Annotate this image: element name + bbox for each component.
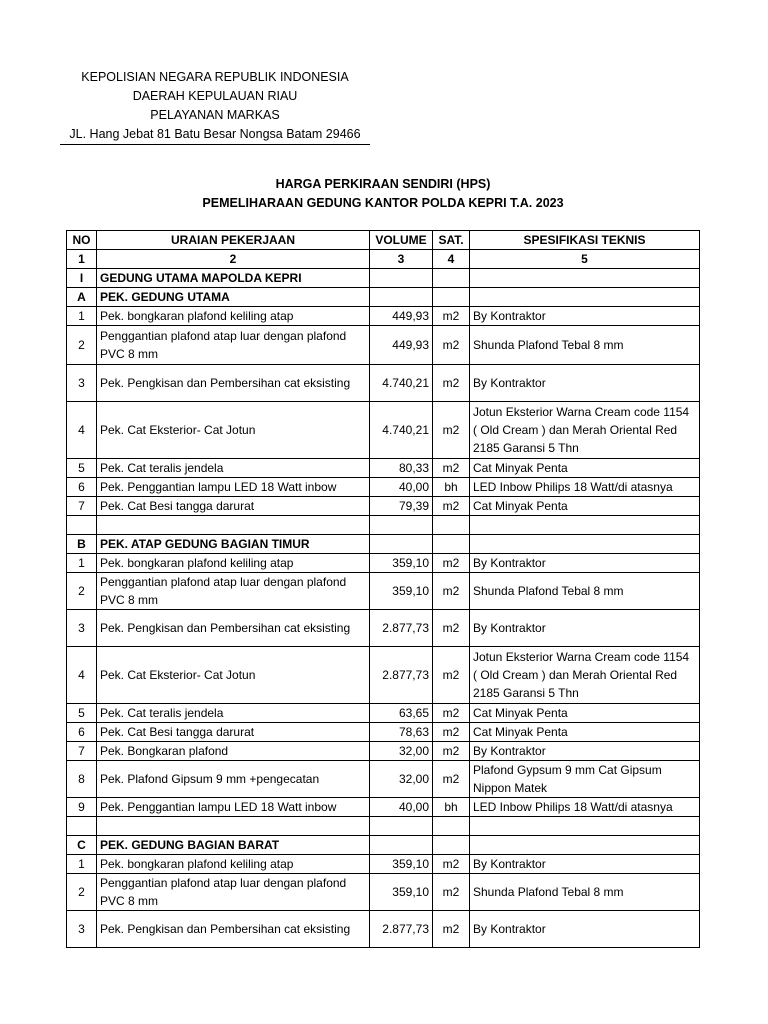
cell-spek: Cat Minyak Penta xyxy=(470,459,700,478)
cell-uraian: Pek. bongkaran plafond keliling atap xyxy=(97,554,370,573)
table-row xyxy=(67,855,700,874)
col-header-spek: SPESIFIKASI TEKNIS xyxy=(470,231,700,250)
spacer-row xyxy=(67,817,700,836)
section-row xyxy=(67,836,700,855)
spacer-row xyxy=(67,516,700,535)
cell-uraian: Pek. Cat Besi tangga darurat xyxy=(97,723,370,742)
cell-uraian: Penggantian plafond atap luar dengan plafond PVC 8 mm xyxy=(97,573,370,610)
cell-sat: m2 xyxy=(433,402,470,459)
cell-no: 5 xyxy=(67,704,97,723)
cell-sat: m2 xyxy=(433,326,470,365)
cell-volume: 63,65 xyxy=(370,704,433,723)
cell-no: 2 xyxy=(67,573,97,610)
cell-spek xyxy=(470,269,700,288)
cell-uraian: Pek. bongkaran plafond keliling atap xyxy=(97,855,370,874)
cell-uraian: Pek. Pengkisan dan Pembersihan cat eksisting xyxy=(97,610,370,647)
col-header-volume: VOLUME xyxy=(370,231,433,250)
cell-sat xyxy=(433,269,470,288)
cell-volume: 2.877,73 xyxy=(370,647,433,704)
title-line-2: PEMELIHARAAN GEDUNG KANTOR POLDA KEPRI T.A. 2023 xyxy=(202,196,564,210)
cell-spek: By Kontraktor xyxy=(470,554,700,573)
cell-sat: m2 xyxy=(433,855,470,874)
cell-spek: By Kontraktor xyxy=(470,365,700,402)
cell-uraian: Penggantian plafond atap luar dengan plafond PVC 8 mm xyxy=(97,874,370,911)
cell-no: 5 xyxy=(67,459,97,478)
letterhead-address: JL. Hang Jebat 81 Batu Besar Nongsa Batam 29466 xyxy=(60,125,370,145)
cell-volume: 40,00 xyxy=(370,798,433,817)
cell-sat xyxy=(433,535,470,554)
cell-spek xyxy=(470,535,700,554)
cell-no: C xyxy=(67,836,97,855)
table-header-row xyxy=(67,231,700,250)
cell-no: 4 xyxy=(67,402,97,459)
cell-spek: Cat Minyak Penta xyxy=(470,497,700,516)
cell-uraian: Pek. bongkaran plafond keliling atap xyxy=(97,307,370,326)
cell-volume xyxy=(370,269,433,288)
cell-volume: 79,39 xyxy=(370,497,433,516)
col-number-5: 5 xyxy=(470,250,700,269)
cell-volume: 80,33 xyxy=(370,459,433,478)
cell-no: A xyxy=(67,288,97,307)
cell-uraian: Pek. Cat Besi tangga darurat xyxy=(97,497,370,516)
table-row xyxy=(67,723,700,742)
col-number-2: 2 xyxy=(97,250,370,269)
cell-spek: Cat Minyak Penta xyxy=(470,704,700,723)
cell-sat xyxy=(433,516,470,535)
table-row xyxy=(67,874,700,911)
cell-spek: Cat Minyak Penta xyxy=(470,723,700,742)
cell-volume xyxy=(370,817,433,836)
table-row xyxy=(67,459,700,478)
cell-sat: m2 xyxy=(433,554,470,573)
table-row xyxy=(67,798,700,817)
cell-spek xyxy=(470,288,700,307)
cell-volume: 32,00 xyxy=(370,742,433,761)
section-row xyxy=(67,288,700,307)
cell-spek: By Kontraktor xyxy=(470,911,700,948)
table-row xyxy=(67,911,700,948)
cell-no: 1 xyxy=(67,554,97,573)
cell-uraian: Pek. Pengkisan dan Pembersihan cat eksisting xyxy=(97,365,370,402)
cell-no: B xyxy=(67,535,97,554)
table-row xyxy=(67,742,700,761)
table-row xyxy=(67,307,700,326)
cell-volume: 4.740,21 xyxy=(370,402,433,459)
cell-volume xyxy=(370,516,433,535)
table-row xyxy=(67,704,700,723)
cell-uraian: Pek. Cat Eksterior- Cat Jotun xyxy=(97,647,370,704)
cell-spek xyxy=(470,836,700,855)
cell-sat: m2 xyxy=(433,742,470,761)
cell-spek: LED Inbow Philips 18 Watt/di atasnya xyxy=(470,478,700,497)
col-number-1: 1 xyxy=(67,250,97,269)
letterhead-institution: KEPOLISIAN NEGARA REPUBLIK INDONESIA xyxy=(81,70,349,84)
cell-volume: 78,63 xyxy=(370,723,433,742)
cell-uraian: Pek. Penggantian lampu LED 18 Watt inbow xyxy=(97,478,370,497)
col-header-no: NO xyxy=(67,231,97,250)
cell-volume: 4.740,21 xyxy=(370,365,433,402)
cell-sat: bh xyxy=(433,478,470,497)
cell-sat xyxy=(433,288,470,307)
cell-volume: 359,10 xyxy=(370,554,433,573)
cell-uraian: PEK. GEDUNG UTAMA xyxy=(97,288,370,307)
cell-volume xyxy=(370,288,433,307)
cell-sat: m2 xyxy=(433,704,470,723)
cell-uraian: PEK. ATAP GEDUNG BAGIAN TIMUR xyxy=(97,535,370,554)
cell-volume: 2.877,73 xyxy=(370,610,433,647)
section-row xyxy=(67,535,700,554)
cell-sat: m2 xyxy=(433,307,470,326)
cell-no: I xyxy=(67,269,97,288)
cell-no: 2 xyxy=(67,874,97,911)
table-row xyxy=(67,497,700,516)
cell-spek xyxy=(470,516,700,535)
cell-sat: m2 xyxy=(433,874,470,911)
cell-no: 9 xyxy=(67,798,97,817)
cell-volume xyxy=(370,836,433,855)
cell-spek: Jotun Eksterior Warna Cream code 1154 ( Old Cream ) dan Merah Oriental Red 2185 Garansi 5 Thn xyxy=(470,647,700,704)
cell-no: 8 xyxy=(67,761,97,798)
cell-no: 1 xyxy=(67,855,97,874)
table-row xyxy=(67,365,700,402)
cell-spek: Jotun Eksterior Warna Cream code 1154 ( Old Cream ) dan Merah Oriental Red 2185 Garansi 5 Thn xyxy=(470,402,700,459)
cell-volume: 359,10 xyxy=(370,874,433,911)
cell-sat: m2 xyxy=(433,365,470,402)
cell-spek: By Kontraktor xyxy=(470,855,700,874)
table-row xyxy=(67,326,700,365)
cell-no: 1 xyxy=(67,307,97,326)
cell-no: 6 xyxy=(67,478,97,497)
col-number-4: 4 xyxy=(433,250,470,269)
letterhead xyxy=(60,68,370,145)
cell-sat xyxy=(433,817,470,836)
col-header-uraian: URAIAN PEKERJAAN xyxy=(97,231,370,250)
cell-sat: m2 xyxy=(433,723,470,742)
cell-uraian: Pek. Cat Eksterior- Cat Jotun xyxy=(97,402,370,459)
cell-spek: Shunda Plafond Tebal 8 mm xyxy=(470,874,700,911)
table-row xyxy=(67,573,700,610)
cell-uraian: Pek. Plafond Gipsum 9 mm +pengecatan xyxy=(97,761,370,798)
cell-no: 3 xyxy=(67,610,97,647)
cell-uraian: Pek. Pengkisan dan Pembersihan cat eksisting xyxy=(97,911,370,948)
cell-uraian: PEK. GEDUNG BAGIAN BARAT xyxy=(97,836,370,855)
cell-no: 2 xyxy=(67,326,97,365)
cell-sat: m2 xyxy=(433,497,470,516)
letterhead-unit: PELAYANAN MARKAS xyxy=(150,108,280,122)
cell-spek: By Kontraktor xyxy=(470,307,700,326)
column-number-row xyxy=(67,250,700,269)
table-row xyxy=(67,610,700,647)
cell-sat: m2 xyxy=(433,647,470,704)
cell-uraian: Pek. Cat teralis jendela xyxy=(97,704,370,723)
table-row xyxy=(67,478,700,497)
cell-spek: By Kontraktor xyxy=(470,610,700,647)
cell-no: 3 xyxy=(67,365,97,402)
section-row xyxy=(67,269,700,288)
cell-volume: 449,93 xyxy=(370,307,433,326)
document-title xyxy=(60,175,706,213)
cell-no: 7 xyxy=(67,497,97,516)
cell-spek: Shunda Plafond Tebal 8 mm xyxy=(470,326,700,365)
cell-volume: 359,10 xyxy=(370,573,433,610)
cell-sat: m2 xyxy=(433,610,470,647)
table-row xyxy=(67,402,700,459)
cell-no: 3 xyxy=(67,911,97,948)
cell-uraian: Pek. Penggantian lampu LED 18 Watt inbow xyxy=(97,798,370,817)
cell-no xyxy=(67,516,97,535)
cell-sat: bh xyxy=(433,798,470,817)
cell-no xyxy=(67,817,97,836)
letterhead-region: DAERAH KEPULAUAN RIAU xyxy=(132,89,298,103)
cell-uraian xyxy=(97,817,370,836)
cell-volume: 359,10 xyxy=(370,855,433,874)
cell-uraian xyxy=(97,516,370,535)
cell-no: 7 xyxy=(67,742,97,761)
cell-spek: Shunda Plafond Tebal 8 mm xyxy=(470,573,700,610)
cell-sat: m2 xyxy=(433,459,470,478)
title-line-1: HARGA PERKIRAAN SENDIRI (HPS) xyxy=(275,177,491,191)
cell-uraian: Pek. Cat teralis jendela xyxy=(97,459,370,478)
cell-no: 4 xyxy=(67,647,97,704)
cell-volume: 40,00 xyxy=(370,478,433,497)
cell-sat: m2 xyxy=(433,911,470,948)
table-row xyxy=(67,554,700,573)
cell-uraian: GEDUNG UTAMA MAPOLDA KEPRI xyxy=(97,269,370,288)
cell-spek: LED Inbow Philips 18 Watt/di atasnya xyxy=(470,798,700,817)
cell-sat xyxy=(433,836,470,855)
cell-spek xyxy=(470,817,700,836)
cell-no: 6 xyxy=(67,723,97,742)
col-header-sat: SAT. xyxy=(433,231,470,250)
cell-sat: m2 xyxy=(433,573,470,610)
cell-volume: 449,93 xyxy=(370,326,433,365)
cell-volume: 2.877,73 xyxy=(370,911,433,948)
cell-uraian: Pek. Bongkaran plafond xyxy=(97,742,370,761)
table-row xyxy=(67,761,700,798)
cell-sat: m2 xyxy=(433,761,470,798)
cell-uraian: Penggantian plafond atap luar dengan plafond PVC 8 mm xyxy=(97,326,370,365)
table-row xyxy=(67,647,700,704)
cell-volume: 32,00 xyxy=(370,761,433,798)
hps-table xyxy=(66,230,700,948)
col-number-3: 3 xyxy=(370,250,433,269)
cell-spek: Plafond Gypsum 9 mm Cat Gipsum Nippon Matek xyxy=(470,761,700,798)
cell-volume xyxy=(370,535,433,554)
cell-spek: By Kontraktor xyxy=(470,742,700,761)
